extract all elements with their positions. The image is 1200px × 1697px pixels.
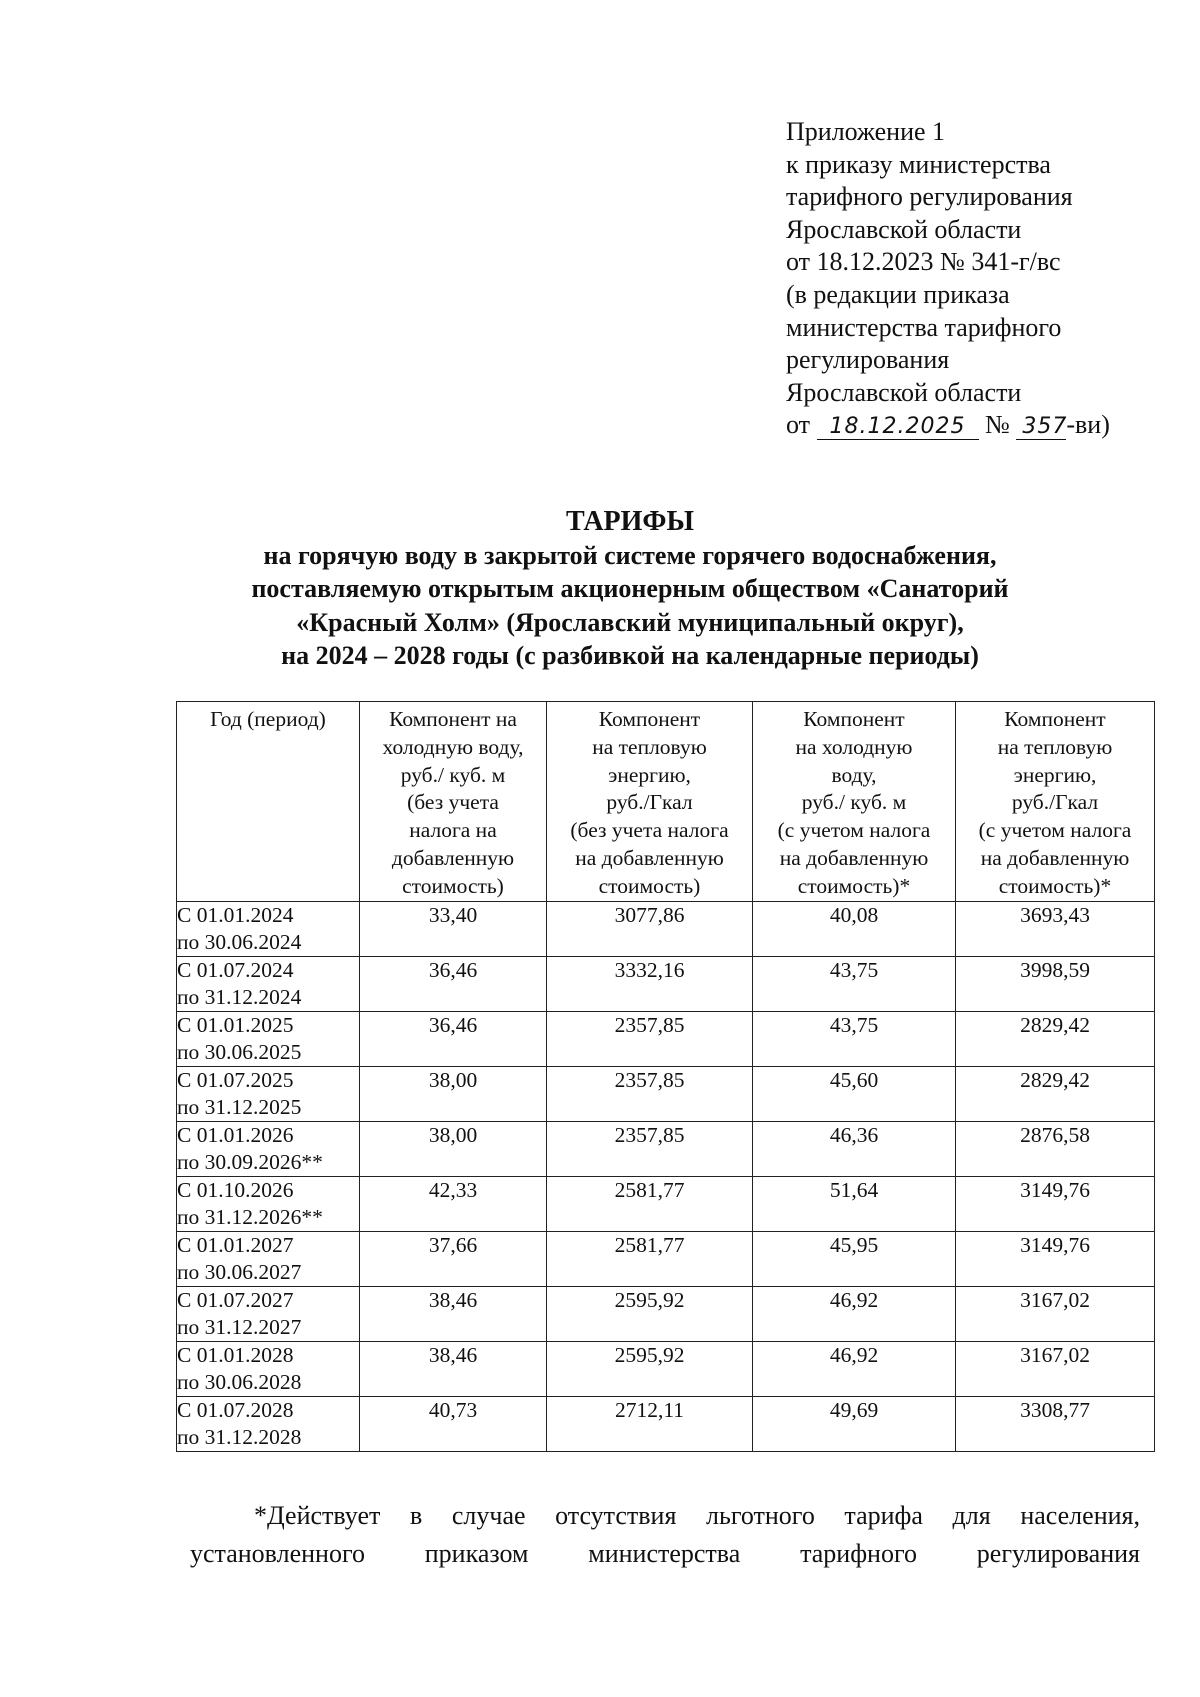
period-cell [177,1121,360,1176]
tariff-value-heat-no-vat: 3332,16 [547,956,753,1011]
period-from: С 01.10.2026 [177,1177,294,1202]
period-cell [177,1176,360,1231]
period-from: С 01.07.2027 [177,1287,294,1312]
annex-line: Ярославской области [786,377,1022,407]
title-main: ТАРИФЫ [566,506,694,537]
tariff-value-cold-no-vat: 36,46 [360,956,547,1011]
tariff-value-heat-no-vat: 2712,11 [547,1396,753,1451]
period-to: по 30.06.2027 [177,1259,302,1284]
column-header-line: Компонент [598,707,701,731]
column-header [177,702,360,902]
table-row [177,1121,1155,1176]
period-to: по 30.06.2028 [177,1369,302,1394]
tariff-value-heat-no-vat: 2595,92 [547,1341,753,1396]
column-header-line: на холодную [795,734,913,759]
tariff-value-cold-vat: 43,75 [753,956,956,1011]
column-header-line: энергию, [608,762,691,787]
column-header-line: Компонент на [389,707,517,731]
column-header [547,702,753,902]
column-header-line: воду, [831,762,877,787]
table-row [177,1286,1155,1341]
tariff-value-heat-vat: 3998,59 [956,956,1155,1011]
period-cell [177,1286,360,1341]
column-header-line: на добавленную [779,845,929,870]
table-row [177,1396,1155,1451]
tariff-value-heat-vat: 3149,76 [956,1176,1155,1231]
period-to: по 30.06.2025 [177,1039,302,1064]
annex-line: регулирования [786,345,950,375]
tariff-value-cold-vat: 46,92 [753,1341,956,1396]
tariff-value-heat-no-vat: 2581,77 [547,1176,753,1231]
column-header [956,702,1155,902]
annex-order-ref: от 18.12.2023 № 341-г/вс [786,247,1061,277]
tariff-value-cold-no-vat: 38,46 [360,1341,547,1396]
column-header-line: налога на [409,818,497,843]
column-header-line: Год (период) [210,707,326,731]
period-to: по 31.12.2024 [177,984,302,1009]
tariff-value-cold-vat: 46,92 [753,1286,956,1341]
period-to: по 30.06.2024 [177,929,302,954]
period-from: С 01.07.2028 [177,1397,294,1422]
period-from: С 01.01.2028 [177,1342,294,1367]
amendment-no-label: № [985,410,1010,440]
column-header-line: руб./ куб. м [801,790,907,815]
table-body [177,901,1155,1451]
period-from: С 01.01.2025 [177,1012,294,1037]
period-to: по 31.12.2025 [177,1094,302,1119]
annex-line: министерства тарифного [786,312,1062,342]
period-cell [177,956,360,1011]
column-header-line: (с учетом налога [777,818,931,843]
column-header-line: на добавленную [575,845,724,870]
period-to: по 31.12.2026** [177,1204,323,1229]
period-cell [177,1011,360,1066]
column-header-line: холодную воду, [382,734,524,759]
tariffs-table [176,701,1155,1452]
table-row [177,1066,1155,1121]
amendment-ref [786,409,1110,442]
annex-line: к приказу министерства [786,149,1051,179]
column-header-line: руб./ куб. м [400,762,506,787]
tariff-value-heat-no-vat: 2357,85 [547,1066,753,1121]
period-to: по 31.12.2027 [177,1314,302,1339]
column-header-line: стоимость)* [998,873,1112,898]
title-line: «Красный Холм» (Ярославский муниципальный округ), [296,607,964,637]
column-header-line: на добавленную [980,845,1130,870]
tariff-value-heat-no-vat: 3077,86 [547,901,753,956]
column-header-line: добавленную [391,845,515,870]
footnote-line: *Действует в случае отсутствия льготного тарифа для населения, [254,1501,1140,1530]
column-header-line: стоимость) [402,873,504,898]
table-row [177,1231,1155,1286]
period-cell [177,1396,360,1451]
tariff-value-heat-no-vat: 2357,85 [547,1121,753,1176]
table-row [177,1011,1155,1066]
period-from: С 01.07.2025 [177,1067,294,1092]
annex-line: (в редакции приказа [786,279,1010,309]
footnote-line: установленного приказом министерства тарифного регулирования [190,1539,1140,1568]
tariff-value-heat-vat: 3167,02 [956,1286,1155,1341]
period-from: С 01.01.2024 [177,902,294,927]
tariff-value-heat-no-vat: 2357,85 [547,1011,753,1066]
column-header-line: (без учета налога [570,818,729,843]
tariff-value-cold-no-vat: 33,40 [360,901,547,956]
tariff-value-cold-vat: 51,64 [753,1176,956,1231]
column-header-line: руб./Гкал [606,790,693,815]
column-header-line: Компонент [803,707,905,731]
column-header [753,702,956,902]
table-row [177,1176,1155,1231]
annex-block [786,116,1110,442]
tariff-value-cold-vat: 45,60 [753,1066,956,1121]
amendment-suffix: -ви) [1066,410,1110,440]
tariff-value-cold-no-vat: 38,46 [360,1286,547,1341]
column-header-line: (с учетом налога [978,818,1132,843]
annex-title: Приложение 1 [786,117,946,146]
column-header-line: (без учета [407,790,499,815]
tariff-value-heat-no-vat: 2581,77 [547,1231,753,1286]
tariff-value-cold-no-vat: 37,66 [360,1231,547,1286]
annex-line: Ярославской области [786,214,1022,244]
tariff-value-cold-no-vat: 40,73 [360,1396,547,1451]
title-line: на 2024 – 2028 годы (с разбивкой на календарные периоды) [281,641,979,670]
tariff-value-heat-vat: 3149,76 [956,1231,1155,1286]
period-cell [177,1231,360,1286]
column-header-line: руб./Гкал [1011,790,1099,815]
period-cell [177,1066,360,1121]
table-row [177,1341,1155,1396]
period-cell [177,1341,360,1396]
period-cell [177,901,360,956]
amendment-prefix: от [786,410,811,440]
column-header-line: стоимость) [598,873,701,898]
period-from: С 01.01.2026 [177,1122,294,1147]
period-from: С 01.07.2024 [177,957,294,982]
column-header [360,702,547,902]
column-header-line: на тепловую [997,734,1113,759]
period-to: по 31.12.2028 [177,1424,302,1449]
tariff-value-cold-vat: 46,36 [753,1121,956,1176]
footnote [190,1497,1140,1573]
tariff-value-heat-vat: 2829,42 [956,1066,1155,1121]
tariff-value-heat-vat: 3308,77 [956,1396,1155,1451]
tariff-value-cold-vat: 40,08 [753,901,956,956]
tariff-value-heat-vat: 3693,43 [956,901,1155,956]
table-header-row [177,702,1155,902]
tariff-value-heat-vat: 3167,02 [956,1341,1155,1396]
column-header-line: энергию, [1013,762,1097,787]
tariff-value-heat-vat: 2829,42 [956,1011,1155,1066]
title-line: поставляемую открытым акционерным обществом «Санаторий [251,574,1009,603]
period-to: по 30.09.2026** [177,1149,323,1174]
tariff-value-cold-vat: 43,75 [753,1011,956,1066]
tariff-value-cold-no-vat: 38,00 [360,1121,547,1176]
tariff-value-cold-no-vat: 38,00 [360,1066,547,1121]
table-row [177,901,1155,956]
tariff-value-heat-vat: 2876,58 [956,1121,1155,1176]
tariff-value-cold-vat: 45,95 [753,1231,956,1286]
amendment-date-handwritten: 18.12.2025 [817,415,979,440]
column-header-line: Компонент [1004,707,1106,731]
column-header-line: стоимость)* [797,873,911,898]
title-line: на горячую воду в закрытой системе горячего водоснабжения, [263,540,997,570]
tariff-value-heat-no-vat: 2595,92 [547,1286,753,1341]
column-header-line: на тепловую [592,734,707,759]
tariff-value-cold-no-vat: 42,33 [360,1176,547,1231]
amendment-number-handwritten: 357 [1016,415,1066,440]
tariff-value-cold-no-vat: 36,46 [360,1011,547,1066]
table-row [177,956,1155,1011]
annex-line: тарифного регулирования [786,182,1073,212]
tariff-value-cold-vat: 49,69 [753,1396,956,1451]
document-title [130,505,1130,673]
period-from: С 01.01.2027 [177,1232,294,1257]
